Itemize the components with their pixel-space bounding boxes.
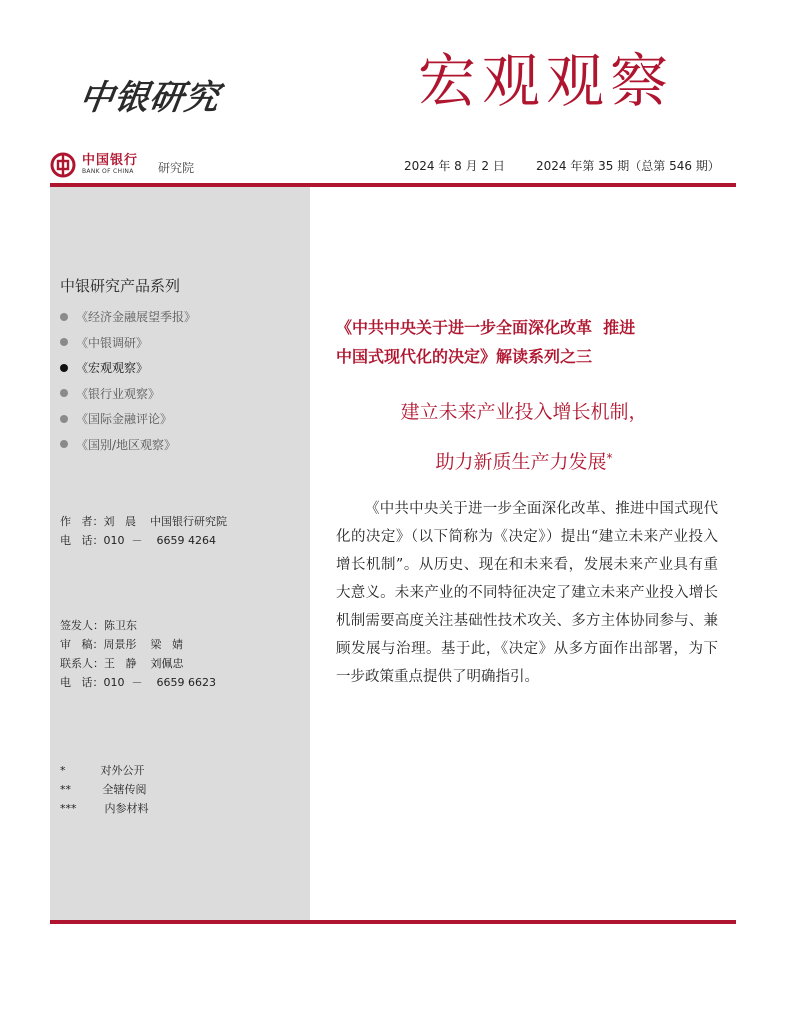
brush-calligraphy-logo: 中银研究 <box>76 78 223 118</box>
series-item: 《经济金融展望季报》 <box>60 304 196 330</box>
series-title: 中银研究产品系列 <box>60 277 181 295</box>
bullet-icon <box>60 313 68 321</box>
bank-emblem-icon <box>50 152 76 178</box>
page-title: 宏观观察 <box>418 47 675 115</box>
series-item: 《国别/地区观察》 <box>60 432 196 458</box>
contact-line: 联系人：王 静 刘佩忠 <box>60 657 184 670</box>
headline-line-1: 建立未来产业投入增长机制， <box>400 401 648 423</box>
contact-phone: 电 话：010 － 6659 6623 <box>60 676 216 689</box>
legend-confidential: *** 内参材料 <box>60 802 149 815</box>
series-item: 《中银调研》 <box>60 330 196 356</box>
bank-logo-english: BANK OF CHINA <box>82 168 134 175</box>
series-item-current: 《宏观观察》 <box>60 355 196 381</box>
legend-internal: ** 全辖传阅 <box>60 783 147 796</box>
series-item: 《国际金融评论》 <box>60 406 196 432</box>
bullet-icon <box>60 338 68 346</box>
series-heading: 《中共中央关于进一步全面深化改革 推进 中国式现代化的决定》解读系列之三 <box>336 318 636 366</box>
reviewer-line: 审 稿：周景彤 梁 婧 <box>60 638 183 651</box>
bullet-icon <box>60 415 68 423</box>
series-list <box>60 304 196 457</box>
issue-number: 2024 年第 35 期（总第 546 期） <box>536 159 720 173</box>
footnote-mark: * <box>606 451 613 465</box>
issue-date: 2024 年 8 月 2 日 <box>404 159 505 173</box>
bullet-icon <box>60 364 68 372</box>
headline-line-2: 助力新质生产力发展* <box>435 451 613 473</box>
author-info <box>60 512 227 550</box>
bullet-icon <box>60 389 68 397</box>
footer-divider <box>50 920 736 924</box>
article-body: 《中共中央关于进一步全面深化改革、推进中国式现代化的决定》（以下简称为《决定》）提出“建立未来产业投入增长机制”。从历史、现在和未来看，发展未来产业具有重大意义。未来产业的不同特征决定了建立未来产业投入增长机制需要高度关注基础性技术攻关、多方主体协同参与、兼顾发展与治理。基于此，《决定》从多方面作出部署，为下一步政策重点提供了明确指引。 <box>336 501 718 685</box>
bank-logo-name: 中国银行 <box>82 153 139 168</box>
bullet-icon <box>60 440 68 448</box>
legend-public: * 对外公开 <box>60 764 145 777</box>
approval-info <box>60 616 216 692</box>
institute-label: 研究院 <box>158 161 195 175</box>
bank-of-china-logo <box>50 150 138 180</box>
author-line: 作 者：刘 晨 中国银行研究院 <box>60 515 227 528</box>
issuer-line: 签发人：陈卫东 <box>60 619 137 632</box>
author-phone: 电 话：010 － 6659 4264 <box>60 534 216 547</box>
classification-legend <box>60 761 148 818</box>
series-item: 《银行业观察》 <box>60 381 196 407</box>
